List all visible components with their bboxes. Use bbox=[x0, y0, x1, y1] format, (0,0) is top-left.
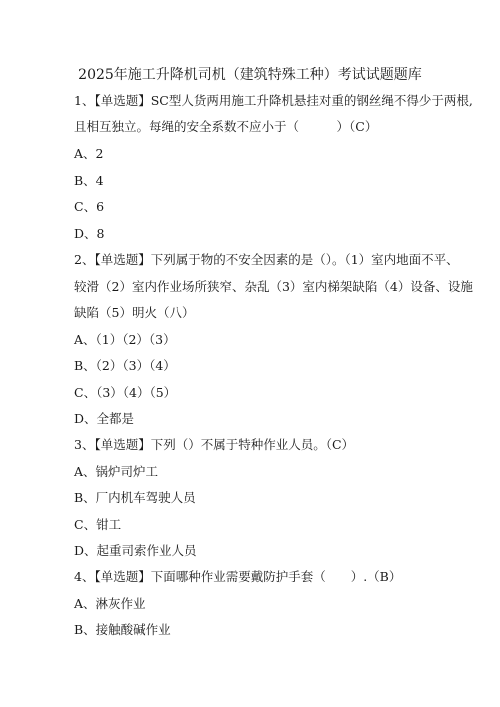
question-4-option-b: B、接触酸碱作业 bbox=[74, 622, 171, 637]
document-title: 2025年施工升降机司机（建筑特殊工种）考试试题题库 bbox=[78, 67, 422, 83]
question-3-option-a: A、锅炉司炉工 bbox=[74, 464, 159, 479]
question-1-line-2: 且相互独立。每绳的安全系数不应小于（ ）（C） bbox=[74, 119, 378, 134]
question-2-line-2: 较滑（2）室内作业场所狭窄、杂乱（3）室内梯架缺陷（4）设备、设施 bbox=[74, 279, 473, 294]
question-2-line-3: 缺陷（5）明火（八） bbox=[74, 305, 195, 320]
question-1-option-a: A、2 bbox=[74, 146, 104, 161]
question-4-line-1: 4、【单选题】下面哪种作业需要戴防护手套（ ）.（B） bbox=[74, 569, 402, 584]
question-3-option-b: B、厂内机车驾驶人员 bbox=[74, 490, 196, 505]
question-4-option-a: A、淋灰作业 bbox=[74, 596, 146, 611]
question-2-line-1: 2、【单选题】下列属于物的不安全因素的是（）。（1）室内地面不平、 bbox=[74, 252, 459, 267]
question-3-line-1: 3、【单选题】下列（）不属于特种作业人员。（C） bbox=[74, 437, 355, 452]
question-3-option-d: D、起重司索作业人员 bbox=[74, 543, 197, 558]
question-1-option-c: C、6 bbox=[74, 199, 105, 214]
question-2-option-d: D、全都是 bbox=[74, 411, 135, 426]
question-2-option-b: B、（2）（3）（4） bbox=[74, 358, 176, 373]
question-1-line-1: 1、【单选题】SC型人货两用施工升降机悬挂对重的钢丝绳不得少于两根, bbox=[74, 93, 473, 108]
question-2-option-a: A、（1）（2）（3） bbox=[74, 332, 176, 347]
question-1-option-d: D、8 bbox=[74, 226, 105, 241]
question-2-option-c: C、（3）（4）（5） bbox=[74, 385, 177, 400]
question-3-option-c: C、钳工 bbox=[74, 517, 122, 532]
question-1-option-b: B、4 bbox=[74, 173, 104, 188]
